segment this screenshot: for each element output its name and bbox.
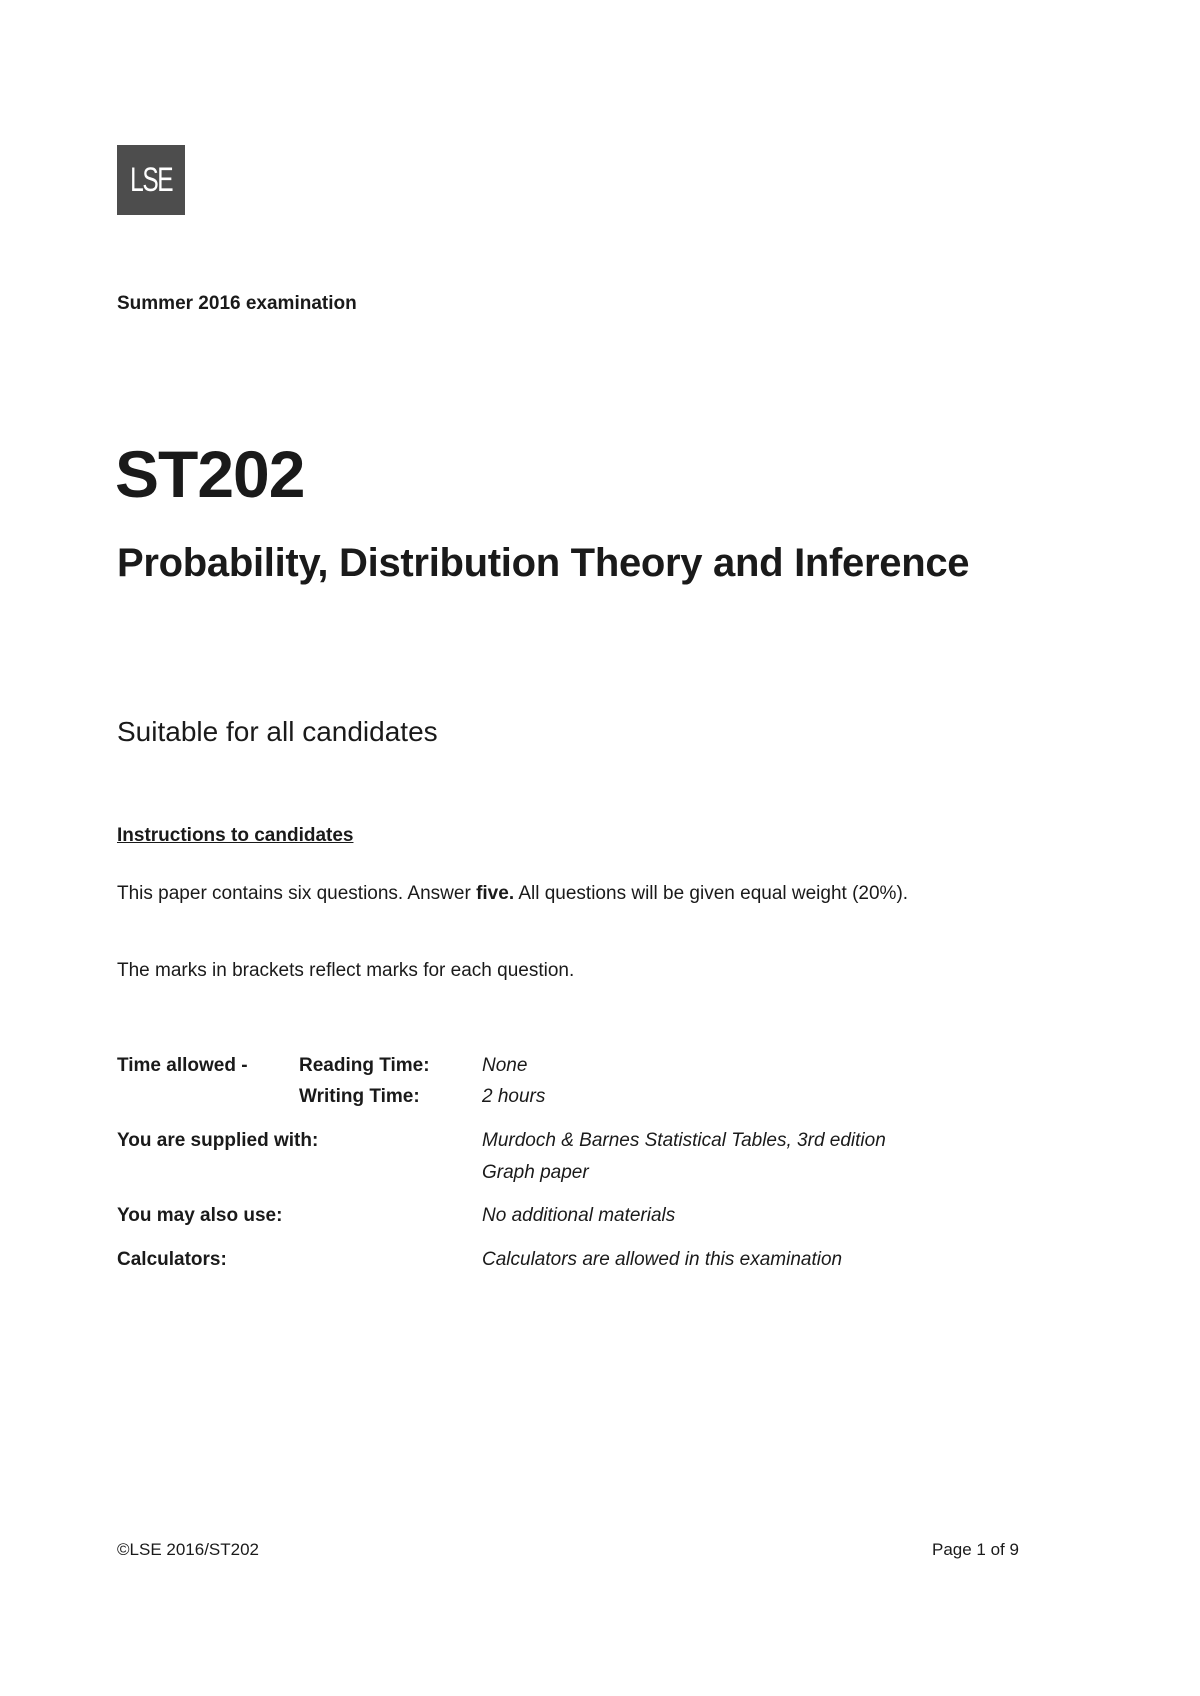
may-use-label: You may also use: xyxy=(117,1205,283,1226)
reading-time-label: Reading Time: xyxy=(299,1055,430,1076)
may-use-value: No additional materials xyxy=(482,1205,676,1226)
time-allowed-label: Time allowed - xyxy=(117,1055,248,1076)
calculators-value: Calculators are allowed in this examination xyxy=(482,1249,843,1270)
footer-copyright: ©LSE 2016/ST202 xyxy=(117,1540,260,1559)
reading-time-value: None xyxy=(482,1055,528,1076)
instruction-line-1-emphasis: five. xyxy=(476,883,515,904)
footer-page-number: Page 1 of 9 xyxy=(932,1540,1019,1559)
logo-text: LSE xyxy=(130,160,172,199)
course-code: ST202 xyxy=(115,437,305,511)
exam-session: Summer 2016 examination xyxy=(117,293,357,314)
writing-time-value: 2 hours xyxy=(482,1086,546,1107)
suitability-note: Suitable for all candidates xyxy=(117,716,438,747)
calculators-label: Calculators: xyxy=(117,1249,227,1270)
course-title: Probability, Distribution Theory and Inference xyxy=(117,541,970,585)
instruction-line-1-pre: This paper contains six questions. Answer xyxy=(117,883,477,904)
supplied-label: You are supplied with: xyxy=(117,1130,319,1151)
instruction-line-1 xyxy=(117,883,908,905)
instruction-line-2: The marks in brackets reflect marks for each question. xyxy=(117,960,575,981)
supplied-value-graph-paper: Graph paper xyxy=(482,1162,589,1183)
instructions-heading: Instructions to candidates xyxy=(117,825,354,846)
writing-time-label: Writing Time: xyxy=(299,1086,420,1107)
instruction-line-1-post: All questions will be given equal weight (20%). xyxy=(514,883,909,904)
lse-logo xyxy=(117,145,185,215)
supplied-value-tables: Murdoch & Barnes Statistical Tables, 3rd edition xyxy=(482,1130,886,1151)
